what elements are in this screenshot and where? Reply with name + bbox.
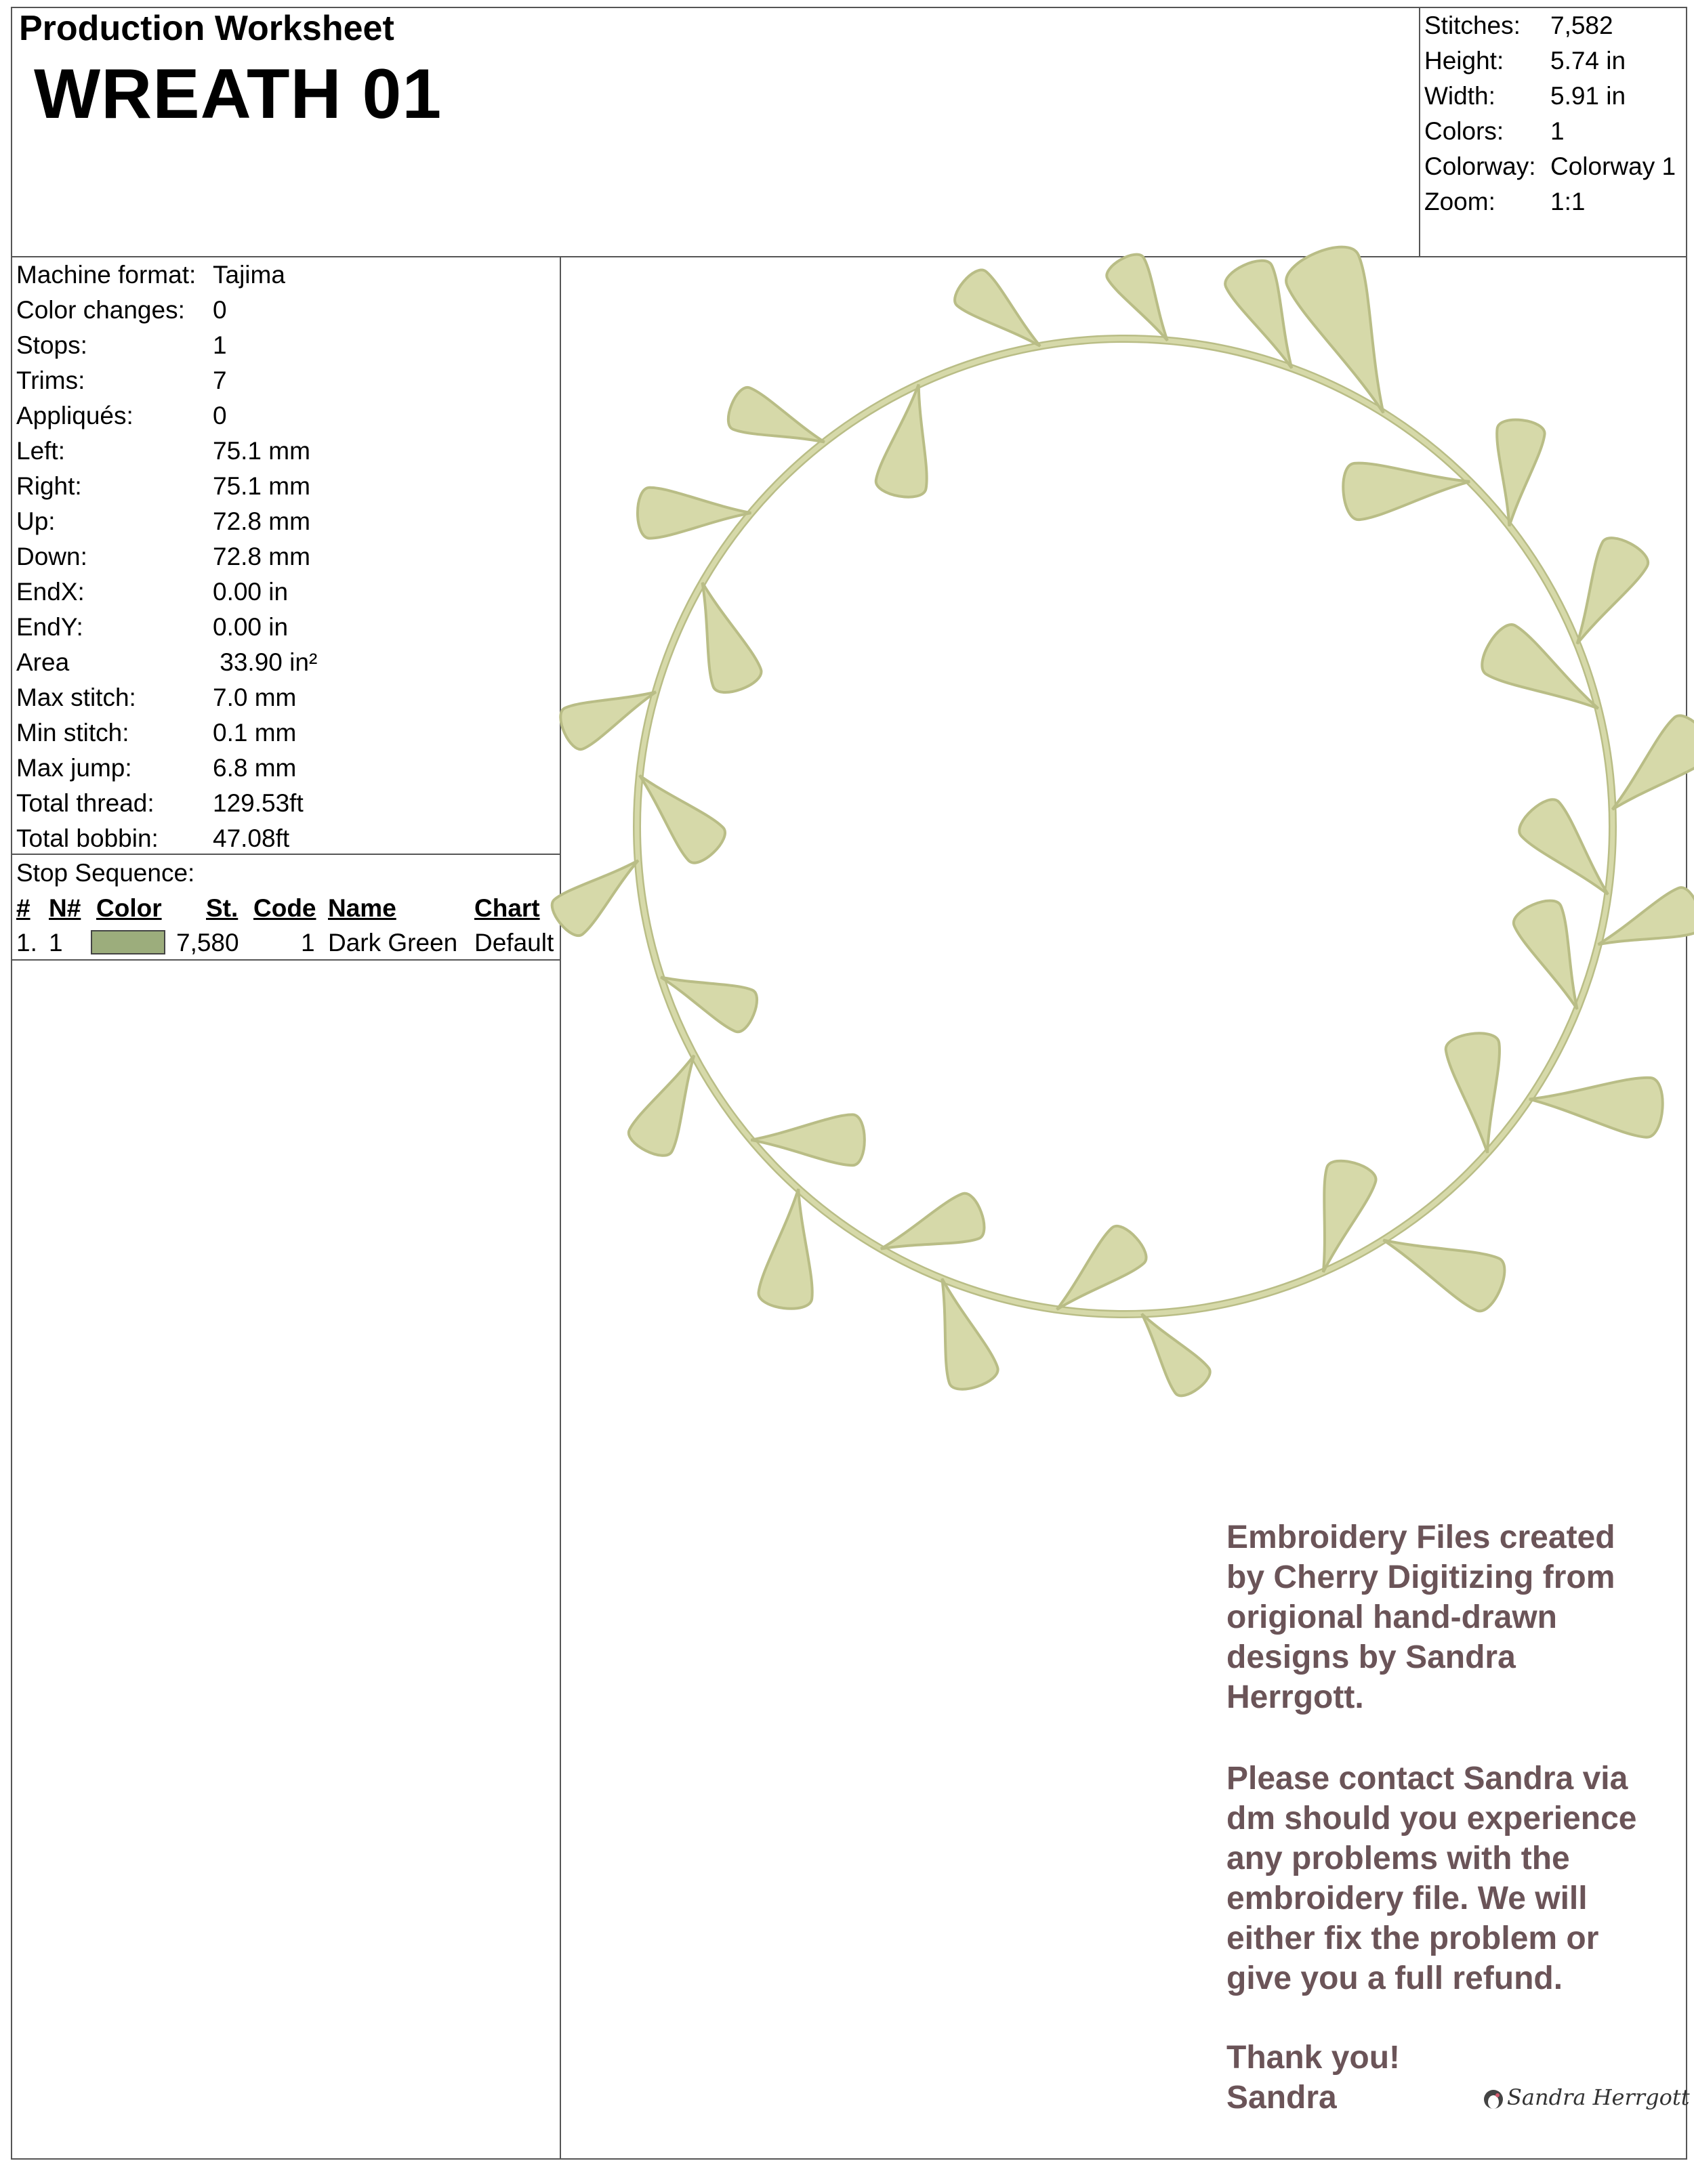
spec-row xyxy=(16,293,317,328)
summary-row-height xyxy=(1424,43,1676,79)
summary-value: 5.74 in xyxy=(1550,47,1626,75)
col-needle: N# xyxy=(49,894,81,922)
col-color: Color xyxy=(96,894,162,922)
col-chart: Chart xyxy=(474,894,540,922)
row-num: 1. xyxy=(16,929,37,957)
spec-value: 0.00 in xyxy=(213,613,289,641)
col-num: # xyxy=(16,894,30,922)
spec-value: 129.53ft xyxy=(213,789,304,817)
signature-text: Sandra Herrgott xyxy=(1507,2084,1690,2110)
creator-note xyxy=(1226,1517,1660,1717)
spec-row xyxy=(16,680,317,715)
note-thanks: Thank you! xyxy=(1226,2040,1401,2076)
row-chart: Default xyxy=(474,929,554,957)
summary-divider xyxy=(1419,7,1420,257)
spec-value: 0 xyxy=(213,402,227,429)
spec-row xyxy=(16,574,317,610)
summary-row-stitches xyxy=(1424,8,1676,43)
note-paragraph-credit: Embroidery Files created by Cherry Digitizing from origional hand-drawn designs by Sandra Herrgott. xyxy=(1226,1519,1615,1715)
row-name: Dark Green xyxy=(328,929,458,957)
spec-value: 0.00 in xyxy=(213,578,289,606)
document-label: Production Worksheet xyxy=(19,9,394,48)
row-stitches: 7,580 xyxy=(176,929,239,957)
spec-row xyxy=(16,504,317,539)
wreath-leaf xyxy=(1280,238,1419,427)
summary-row-width xyxy=(1424,79,1676,114)
color-swatch xyxy=(91,930,165,954)
spec-label: Max jump: xyxy=(16,754,132,782)
spec-label: EndX: xyxy=(16,578,85,606)
spec-row xyxy=(16,469,317,504)
spec-row xyxy=(16,539,317,574)
spec-value: 1 xyxy=(213,331,227,359)
spec-label: Left: xyxy=(16,437,65,465)
spec-label: Min stitch: xyxy=(16,719,129,747)
spec-label: Trims: xyxy=(16,366,85,394)
row-needle: 1 xyxy=(49,929,63,957)
summary-label: Stitches: xyxy=(1424,12,1521,39)
summary-label: Colorway: xyxy=(1424,152,1536,180)
spec-value: 72.8 mm xyxy=(213,543,310,570)
spec-value: 7.0 mm xyxy=(213,684,297,711)
spec-value: 0 xyxy=(213,296,227,324)
signature-logo xyxy=(1477,2070,1690,2124)
design-name: WREATH 01 xyxy=(34,55,442,133)
spec-row xyxy=(16,363,317,398)
spec-value: 7 xyxy=(213,366,227,394)
row-code: 1 xyxy=(301,929,315,957)
summary-value: 5.91 in xyxy=(1550,82,1626,110)
spec-value: 47.08ft xyxy=(213,824,290,852)
spec-row xyxy=(16,328,317,363)
wreath-ring xyxy=(637,339,1613,1314)
spec-row xyxy=(16,257,317,293)
spec-label: Total thread: xyxy=(16,789,154,817)
summary-value: 1 xyxy=(1550,117,1565,145)
spec-row xyxy=(16,610,317,645)
spec-label: Right: xyxy=(16,472,82,500)
col-stitches: St. xyxy=(206,894,239,922)
wreath-leaf xyxy=(1527,1070,1665,1139)
wreath-leaf xyxy=(678,574,765,698)
note-paragraph-contact: Please contact Sandra via dm should you experience any problems with the embroidery file. We will either fix the problem or give you a full refund. xyxy=(1226,1761,1637,1996)
summary-label: Colors: xyxy=(1424,117,1504,145)
spec-label: Appliqués: xyxy=(16,402,133,429)
left-column-divider xyxy=(560,256,561,2160)
spec-label: Total bobbin: xyxy=(16,824,159,852)
spec-value: Tajima xyxy=(213,261,285,289)
spec-value: 0.1 mm xyxy=(213,719,297,747)
design-summary xyxy=(1424,8,1676,219)
stop-sequence-label: Stop Sequence: xyxy=(16,859,195,887)
wreath-ring xyxy=(637,339,1613,1314)
machine-specs xyxy=(16,257,317,856)
spec-value: 33.90 in² xyxy=(213,648,318,676)
spec-row xyxy=(16,398,317,434)
spec-row xyxy=(16,821,317,856)
summary-label: Zoom: xyxy=(1424,188,1495,215)
wreath-leaf xyxy=(1510,895,1600,1019)
wreath-leaf xyxy=(873,1190,989,1272)
spec-label: Stops: xyxy=(16,331,87,359)
note-sign-name: Sandra xyxy=(1226,2080,1337,2116)
table-row xyxy=(16,925,558,961)
spec-row xyxy=(16,786,317,821)
spec-row xyxy=(16,434,317,469)
wreath-leaf xyxy=(1555,532,1653,656)
spec-label: EndY: xyxy=(16,613,83,641)
creator-note-contact xyxy=(1226,1759,1660,1998)
spec-value: 75.1 mm xyxy=(213,472,310,500)
summary-row-colorway xyxy=(1424,149,1676,184)
spec-label: Up: xyxy=(16,507,56,535)
stop-sequence-header xyxy=(16,891,558,926)
col-code: Code xyxy=(253,894,316,922)
spec-row xyxy=(16,751,317,786)
summary-value: 7,582 xyxy=(1550,12,1613,39)
col-name: Name xyxy=(328,894,396,922)
spec-value: 72.8 mm xyxy=(213,507,310,535)
spec-value: 6.8 mm xyxy=(213,754,297,782)
spec-row xyxy=(16,715,317,751)
summary-value: 1:1 xyxy=(1550,188,1586,215)
wreath-design xyxy=(562,257,1687,1477)
spec-label: Max stitch: xyxy=(16,684,136,711)
summary-value: Colorway 1 xyxy=(1550,152,1676,180)
summary-row-zoom xyxy=(1424,184,1676,219)
summary-row-colors xyxy=(1424,114,1676,149)
spec-label: Color changes: xyxy=(16,296,185,324)
spec-label: Area xyxy=(16,648,70,676)
summary-label: Width: xyxy=(1424,82,1495,110)
spec-label: Machine format: xyxy=(16,261,197,289)
spec-value: 75.1 mm xyxy=(213,437,310,465)
spec-row xyxy=(16,645,317,680)
summary-label: Height: xyxy=(1424,47,1504,75)
spec-label: Down: xyxy=(16,543,87,570)
